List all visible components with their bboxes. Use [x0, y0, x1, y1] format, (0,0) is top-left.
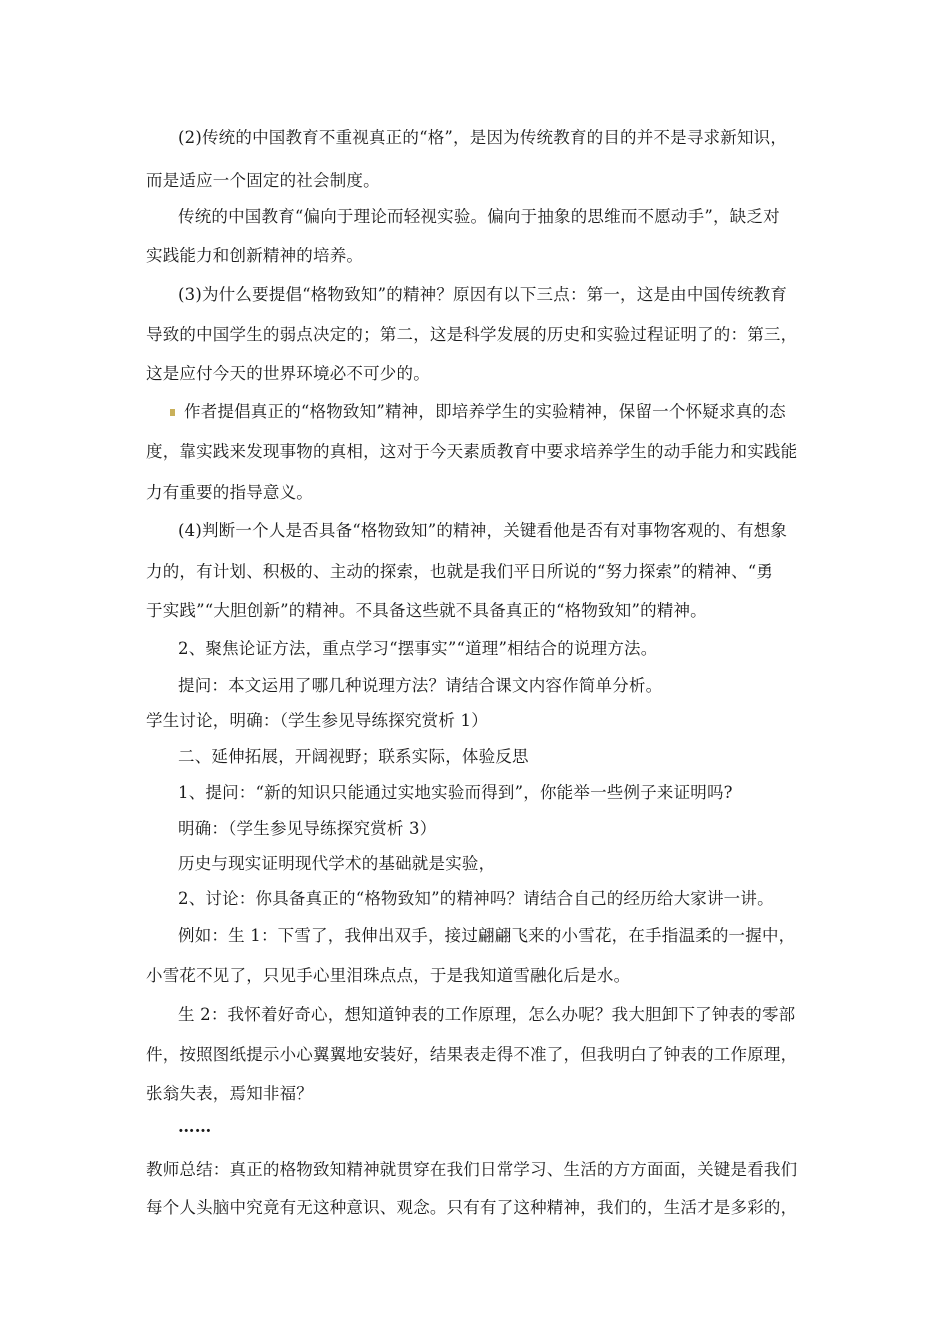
paragraph-line: 于实践”“大胆创新”的精神。不具备这些就不具备真正的“格物致知”的精神。: [146, 601, 707, 620]
paragraph-line: 而是适应一个固定的社会制度。: [146, 171, 380, 190]
paragraph-line: 力的，有计划、积极的、主动的探索，也就是我们平日所说的“努力探索”的精神、“勇: [146, 562, 774, 581]
paragraph-line: (4)判断一个人是否具备“格物致知”的精神，关键看他是否有对事物客观的、有想象: [178, 521, 788, 540]
paragraph-line: 导致的中国学生的弱点决定的；第二，这是科学发展的历史和实验过程证明了的：第三，: [146, 325, 798, 344]
paragraph-line: 学生讨论，明确：（学生参见导练探究赏析 1）: [146, 711, 488, 730]
paragraph-line: 例如：生 1：下雪了，我伸出双手，接过翩翩飞来的小雪花，在手指温柔的一握中，: [178, 926, 796, 945]
paragraph-line: 历史与现实证明现代学术的基础就是实验，: [178, 854, 496, 873]
paragraph-line: 件，按照图纸提示小心翼翼地安装好，结果表走得不准了，但我明白了钟表的工作原理，: [146, 1045, 798, 1064]
ellipsis-line: ……: [178, 1117, 212, 1136]
paragraph-line: (2)传统的中国教育不重视真正的“格”，是因为传统教育的目的并不是寻求新知识，: [178, 128, 788, 147]
highlight-mark: [170, 409, 175, 416]
paragraph-line: 作者提倡真正的“格物致知”精神，即培养学生的实验精神，保留一个怀疑求真的态: [184, 402, 786, 421]
paragraph-line: (3)为什么要提倡“格物致知”的精神？原因有以下三点：第一，这是由中国传统教育: [178, 285, 788, 304]
paragraph-line: 2、讨论：你具备真正的“格物致知”的精神吗？请结合自己的经历给大家讲一讲。: [178, 889, 774, 908]
paragraph-line: 传统的中国教育“偏向于理论而轻视实验。偏向于抽象的思维而不愿动手”，缺乏对: [178, 207, 780, 226]
paragraph-line: 每个人头脑中究竟有无这种意识、观念。只有有了这种精神，我们的，生活才是多彩的，: [146, 1198, 798, 1217]
paragraph-line: 这是应付今天的世界环境必不可少的。: [146, 364, 430, 383]
paragraph-line: 二、延伸拓展，开阔视野；联系实际，体验反思: [178, 747, 529, 766]
paragraph-line: 明确：（学生参见导练探究赏析 3）: [178, 819, 437, 838]
paragraph-line: 2、聚焦论证方法，重点学习“摆事实”“道理”相结合的说理方法。: [178, 639, 658, 658]
paragraph-line: 力有重要的指导意义。: [146, 483, 313, 502]
paragraph-line: 1、提问：“新的知识只能通过实地实验而得到”，你能举一些例子来证明吗?: [178, 783, 733, 802]
paragraph-line: 教师总结：真正的格物致知精神就贯穿在我们日常学习、生活的方方面面，关键是看我们: [146, 1160, 798, 1179]
paragraph-line: 生 2：我怀着好奇心，想知道钟表的工作原理，怎么办呢？我大胆卸下了钟表的零部: [178, 1005, 796, 1024]
paragraph-line: 小雪花不见了，只见手心里泪珠点点，于是我知道雪融化后是水。: [146, 966, 631, 985]
paragraph-line: 实践能力和创新精神的培养。: [146, 246, 364, 265]
paragraph-line: 张翁失表，焉知非福？: [146, 1084, 313, 1103]
paragraph-line: 度，靠实践来发现事物的真相，这对于今天素质教育中要求培养学生的动手能力和实践能: [146, 442, 798, 461]
paragraph-line: 提问：本文运用了哪几种说理方法？请结合课文内容作简单分析。: [178, 676, 663, 695]
